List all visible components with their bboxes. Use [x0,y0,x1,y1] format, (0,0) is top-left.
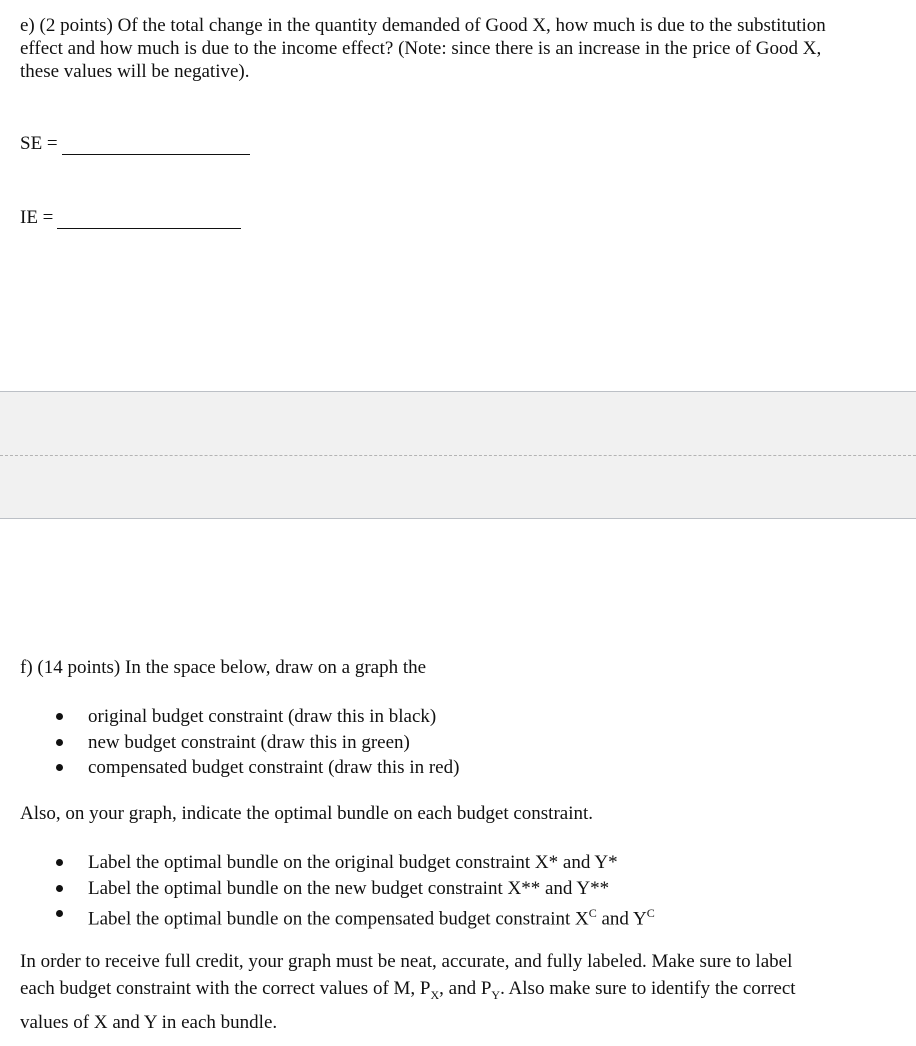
list-item: Label the optimal bundle on the original budget constraint X* and Y* [0,850,655,876]
se-answer-row [20,132,250,155]
question-f-also-text: Also, on your graph, indicate the optimal bundle on each budget constraint. [20,803,594,824]
se-label: SE = [20,133,58,154]
question-f-intro: f) (14 points) In the space below, draw on a graph the [20,657,427,678]
list-item: new budget constraint (draw this in green) [0,730,459,756]
bullet-icon [56,739,63,746]
question-e-line-2: effect and how much is due to the income effect? (Note: since there is an increase in the price of Good X, [20,38,822,59]
ie-answer-row [20,206,241,229]
list-item: compensated budget constraint (draw this in red) [0,755,459,781]
page-break-divider [0,455,916,456]
question-e-line-3: these values will be negative). [20,61,250,82]
list-item: original budget constraint (draw this in black) [0,704,459,730]
label-instructions-list [0,850,655,932]
question-f-final-instructions: In order to receive full credit, your graph must be neat, accurate, and fully labeled. Make sure to label each budget constraint with the correct values of M, $P_X$, and $P_Y$. Also make sure to identify the correct values of X and Y in each bundle. [20,951,796,1033]
question-e-text [20,14,910,83]
bullet-icon [56,859,63,866]
bullet-icon [56,713,63,720]
ie-answer-blank[interactable] [57,210,241,229]
ie-label: IE = [20,207,54,228]
page-break [0,391,916,519]
bullet-icon [56,764,63,771]
se-answer-blank[interactable] [62,136,250,155]
list-item: Label the optimal bundle on the new budget constraint X** and Y** [0,876,655,902]
question-e-line-1: e) (2 points) Of the total change in the quantity demanded of Good X, how much is due to the substitution [20,15,826,36]
bullet-icon [56,910,63,917]
bullet-icon [56,885,63,892]
constraint-list [0,704,459,781]
list-item: Label the optimal bundle on the compensated budget constraint $X^C$ and $Y^C$ [0,901,655,932]
